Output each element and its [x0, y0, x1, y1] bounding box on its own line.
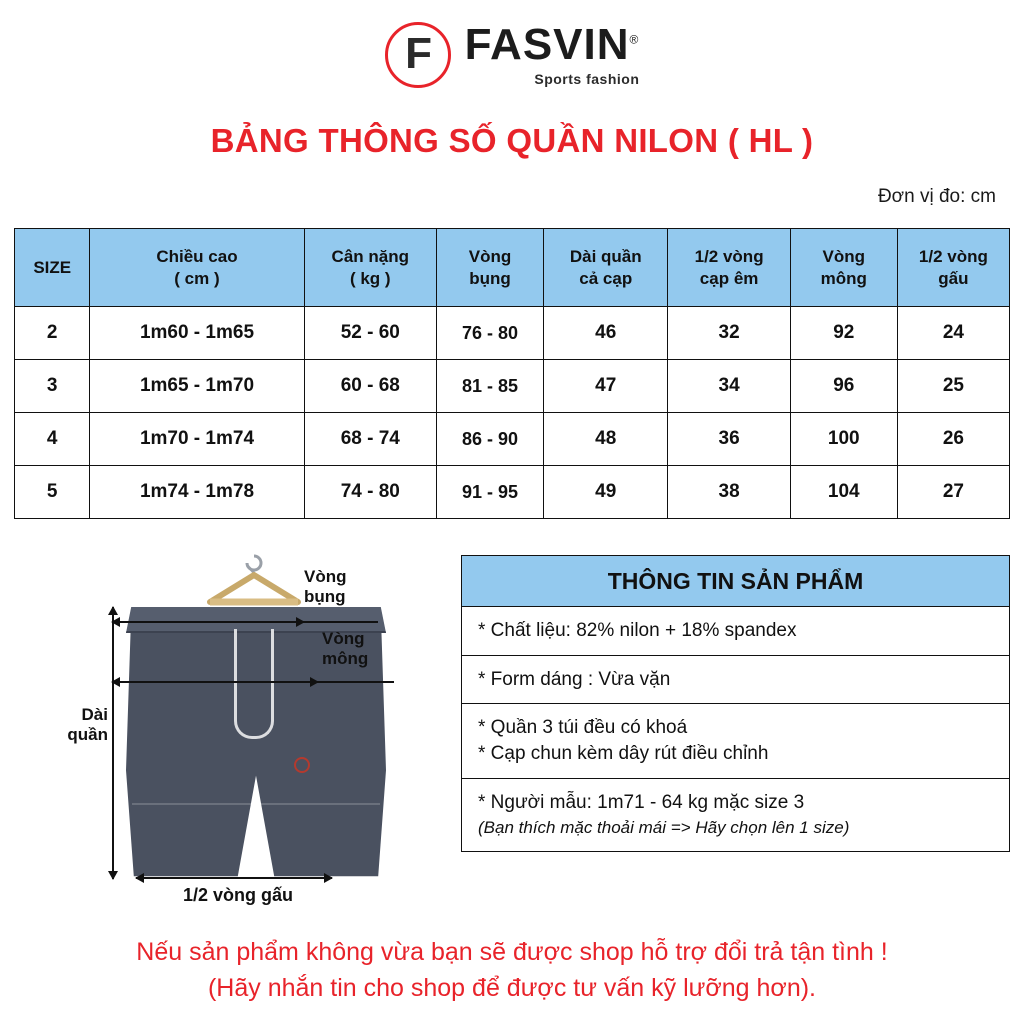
cell-size: 2 — [15, 307, 90, 360]
cell-weight: 52 - 60 — [304, 307, 437, 360]
lower-section — [14, 545, 1010, 905]
cell-waist: 81 - 85 — [437, 360, 544, 413]
cell-waist: 76 - 80 — [437, 307, 544, 360]
registered-mark: ® — [629, 32, 640, 47]
cell-half-waistband: 38 — [668, 466, 790, 519]
cell-height: 1m65 - 1m70 — [90, 360, 304, 413]
cell-half-waistband: 36 — [668, 413, 790, 466]
brand-name — [464, 20, 640, 69]
cell-weight: 68 - 74 — [304, 413, 437, 466]
info-row-features — [462, 704, 1009, 778]
cell-height: 1m70 - 1m74 — [90, 413, 304, 466]
footer-line-1: Nếu sản phẩm không vừa bạn sẽ được shop hỗ trợ đổi trả tận tình ! — [136, 937, 888, 966]
cell-hip: 92 — [790, 307, 897, 360]
info-row-material: * Chất liệu: 82% nilon + 18% spandex — [462, 607, 1009, 656]
cell-hip: 96 — [790, 360, 897, 413]
label-waist: Vòng bụng — [304, 567, 347, 607]
cell-size: 3 — [15, 360, 90, 413]
header-height: Chiều cao ( cm ) — [90, 229, 304, 307]
cell-hip: 100 — [790, 413, 897, 466]
brand-badge-icon — [294, 757, 310, 773]
cell-waist: 86 - 90 — [437, 413, 544, 466]
cell-size: 5 — [15, 466, 90, 519]
info-model-note: (Bạn thích mặc thoải mái => Hãy chọn lên 1 size) — [478, 818, 850, 838]
hanger-icon — [194, 550, 314, 610]
size-table-body — [15, 307, 1010, 519]
table-row — [15, 413, 1010, 466]
table-row — [15, 360, 1010, 413]
info-feature-pockets: * Quần 3 túi đều có khoá — [478, 717, 688, 739]
cell-weight: 60 - 68 — [304, 360, 437, 413]
hip-measure-arrow — [112, 681, 318, 683]
cell-waist: 91 - 95 — [437, 466, 544, 519]
cell-half-waistband: 34 — [668, 360, 790, 413]
cell-half-hem: 25 — [897, 360, 1009, 413]
cell-size: 4 — [15, 413, 90, 466]
product-info-heading: THÔNG TIN SẢN PHẨM — [462, 556, 1009, 607]
brand-tagline: Sports fashion — [534, 71, 640, 87]
header-half-hem: 1/2 vòng gấu — [897, 229, 1009, 307]
product-info-panel — [461, 555, 1010, 852]
header-size: SIZE — [15, 229, 90, 307]
label-hip: Vòng mông — [322, 629, 369, 669]
label-length: Dài quần — [67, 705, 108, 745]
header-waist: Vòng bụng — [437, 229, 544, 307]
size-table — [14, 228, 1010, 519]
logo-letter: F — [405, 29, 431, 78]
garment-diagram — [67, 545, 454, 905]
info-model-text: * Người mẫu: 1m71 - 64 kg mặc size 3 — [478, 791, 805, 813]
drawstring — [234, 629, 274, 739]
hip-leader-line — [318, 681, 394, 683]
cell-hip: 104 — [790, 466, 897, 519]
hem-measure-arrow — [136, 877, 332, 879]
info-feature-waistband: * Cạp chun kèm dây rút điều chỉnh — [478, 742, 769, 764]
footer-line-2: (Hãy nhắn tin cho shop để được tư vấn kỹ lưỡng hơn). — [207, 973, 817, 1002]
table-row — [15, 466, 1010, 519]
unit-note: Đơn vị đo: cm — [877, 186, 996, 207]
header-length: Dài quần cả cạp — [544, 229, 668, 307]
info-row-model — [462, 779, 1009, 852]
logo-circle-icon — [385, 22, 451, 88]
cell-half-hem: 24 — [897, 307, 1009, 360]
cell-length: 47 — [544, 360, 668, 413]
footer-note — [0, 934, 1024, 1007]
brand-name-text: FASVIN — [464, 20, 630, 69]
cell-length: 46 — [544, 307, 668, 360]
cell-weight: 74 - 80 — [304, 466, 437, 519]
header-hip: Vòng mông — [790, 229, 897, 307]
label-hem: 1/2 vòng gấu — [182, 885, 294, 905]
logo-text-block — [464, 20, 640, 87]
table-header-row — [15, 229, 1010, 307]
table-row — [15, 307, 1010, 360]
page-title: BẢNG THÔNG SỐ QUẦN NILON ( HL ) — [210, 122, 814, 159]
length-measure-arrow — [112, 607, 114, 879]
cell-length: 48 — [544, 413, 668, 466]
cell-height: 1m74 - 1m78 — [90, 466, 304, 519]
header-weight: Cân nặng ( kg ) — [304, 229, 437, 307]
cell-half-waistband: 32 — [668, 307, 790, 360]
cell-half-hem: 27 — [897, 466, 1009, 519]
info-row-fit: * Form dáng : Vừa vặn — [462, 656, 1009, 705]
hem-line — [132, 803, 380, 805]
cell-half-hem: 26 — [897, 413, 1009, 466]
waist-measure-arrow — [112, 621, 304, 623]
size-table-head — [15, 229, 1010, 307]
cell-length: 49 — [544, 466, 668, 519]
waist-leader-line — [304, 621, 378, 623]
brand-logo — [0, 22, 1024, 88]
header-half-waistband: 1/2 vòng cạp êm — [668, 229, 790, 307]
cell-height: 1m60 - 1m65 — [90, 307, 304, 360]
